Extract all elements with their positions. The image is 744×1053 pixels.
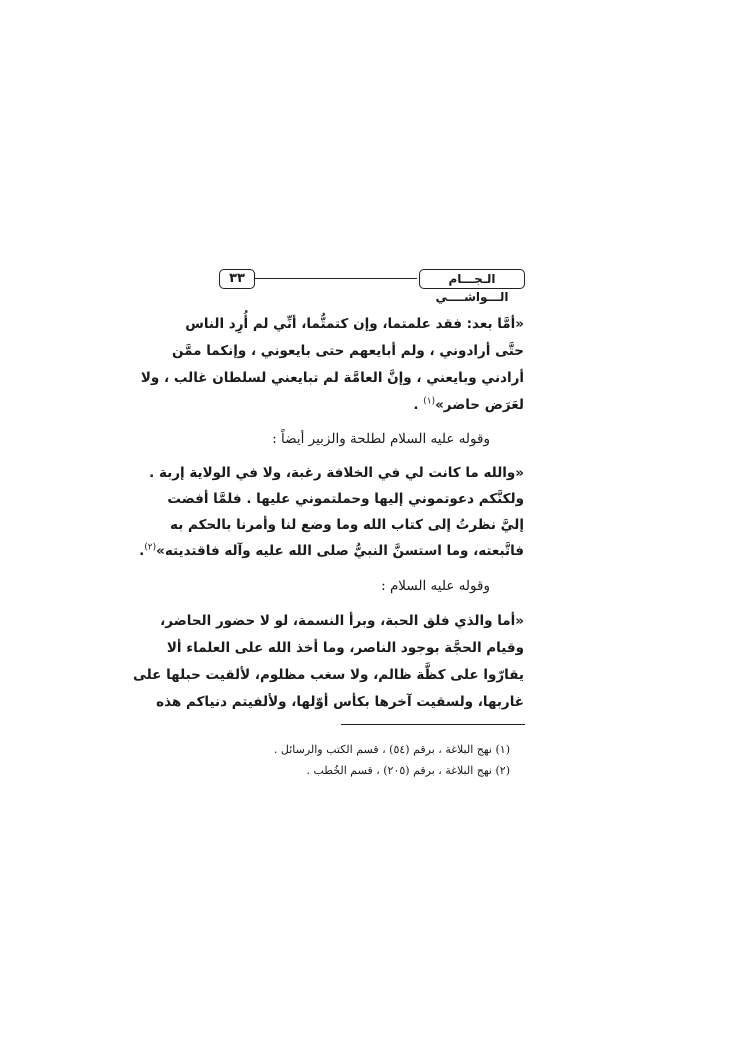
body-line: ولكنَّكم دعوتموني إليها وحملتموني عليها . فلمَّا أفضت — [167, 491, 524, 507]
section-heading: وقوله عليه السلام لطلحة والزبير أيضاً : — [272, 431, 490, 447]
footnote-rule — [341, 724, 525, 725]
body-line-last — [218, 395, 524, 415]
page-number: ٣٣ — [219, 269, 255, 289]
body-text: لعَرَض حاضر» — [435, 397, 524, 413]
body-line: «أما والذي فلق الحبة، وبرأ النسمة، لو لا حضور الحاضر، — [160, 613, 524, 629]
body-line: «والله ما كانت لي في الخلافة رغبة، ولا في الولاية إربة . — [149, 465, 524, 481]
header-rule — [255, 278, 417, 279]
footnote-marker: (٢) — [144, 542, 157, 553]
body-line: غاربها، ولسقيت آخرها بكأس أوّلها، ولألفيتم دنياكم هذه — [156, 694, 524, 710]
footnote-marker: (١) — [423, 396, 436, 407]
body-line: يقارّوا على كظَّة ظالم، ولا سغب مظلوم، لألقيت حبلها على — [133, 667, 524, 683]
footnote: (١) نهج البلاغة ، برقم (٥٤) ، قسم الكتب والرسائل . — [273, 743, 510, 756]
body-line: وقيام الحجَّة بوجود الناصر، وما أخذ الله على العلماء ألا — [166, 640, 524, 656]
body-line: إليَّ نظرتُ إلى كتاب الله وما وضع لنا وأمرنا بالحكم به — [170, 517, 524, 533]
footnote: (٢) نهج البلاغة ، برقم (٢٠٥) ، قسم الخُطب . — [306, 764, 510, 777]
section-heading: وقوله عليه السلام : — [381, 578, 490, 594]
body-line-last — [139, 541, 524, 561]
trailing-punctuation: . — [413, 397, 424, 413]
body-line: «أمَّا بعد: فقد علمتما، وإن كتمتُّما، أنِّي لم أُرِد الناس — [185, 316, 524, 332]
body-text: فاتَّبعته، وما استسنَّ النبيُّ صلى الله عليه وآله فاقتديته» — [156, 543, 524, 559]
body-line: حتَّى أرادوني ، ولم أبايعهم حتى بايعوني ، وإنكما ممَّن — [171, 343, 524, 359]
trailing-punctuation: . — [139, 543, 145, 559]
running-title: الـجـــام الـــواشــــي — [419, 269, 525, 289]
body-line: أرادني وبايعني ، وإنَّ العامَّة لم تبايعني لسلطان غالب ، ولا — [140, 370, 524, 386]
page-header — [219, 268, 525, 304]
